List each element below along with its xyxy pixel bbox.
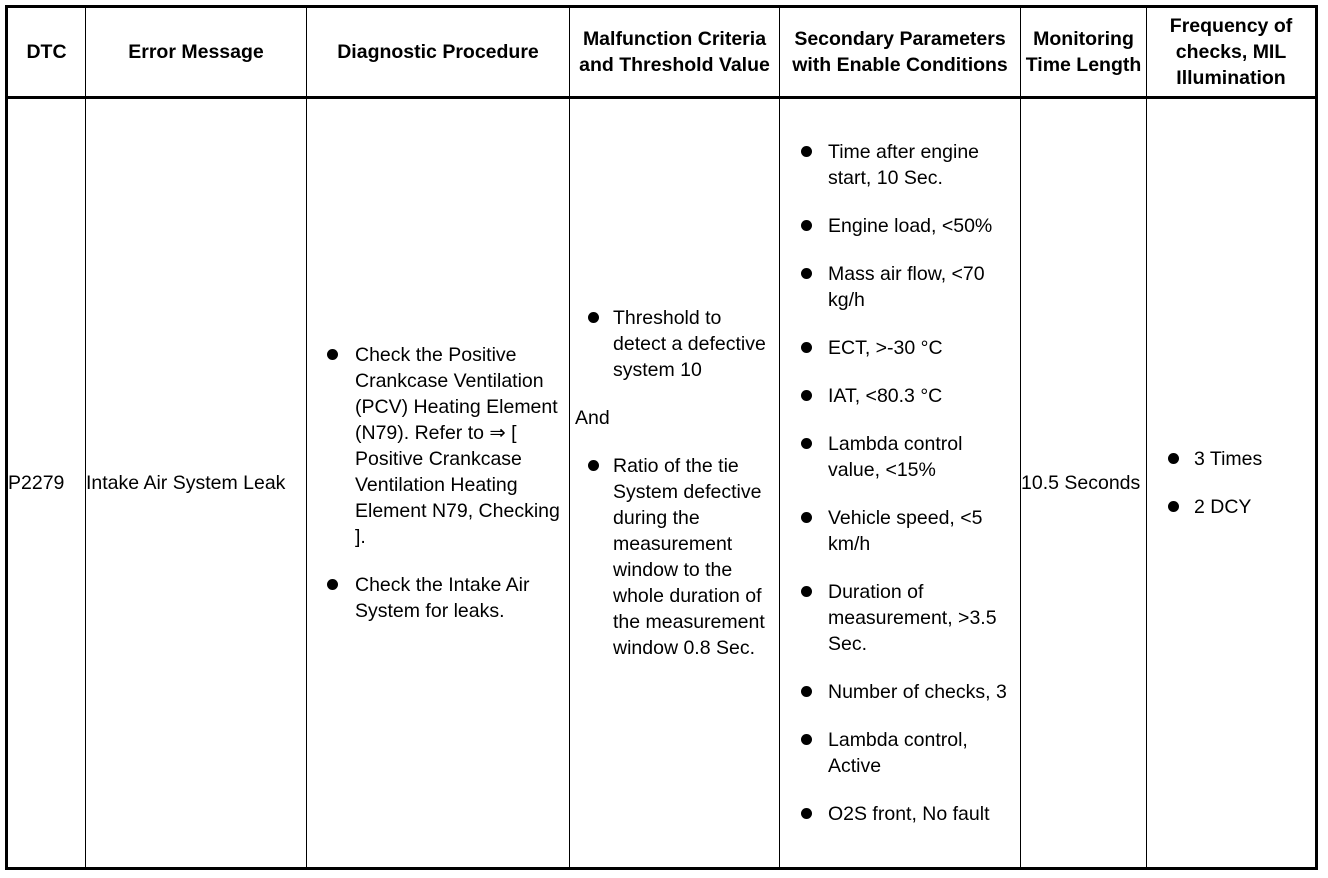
header-secondary-parameters: Secondary Parameters with Enable Conditions (780, 7, 1021, 98)
secondary-list (780, 139, 1020, 827)
table-row (7, 98, 1317, 869)
header-row (7, 7, 1317, 98)
secondary-item: Engine load, <50% (780, 213, 1020, 239)
cell-diagnostic-procedure (307, 98, 570, 869)
procedure-list (307, 342, 569, 624)
malfunction-item: Threshold to detect a defective system 10 (570, 305, 779, 383)
malfunction-item: Ratio of the tie System defective during the measurement window to the whole duration of the measurement window 0.8 Sec. (570, 453, 779, 661)
malfunction-connector: And (575, 407, 610, 429)
secondary-item: Lambda control value, <15% (780, 431, 1020, 483)
procedure-item: Check the Intake Air System for leaks. (307, 572, 569, 624)
header-frequency: Frequency of checks, MIL Illumination (1147, 7, 1317, 98)
secondary-item: Number of checks, 3 (780, 679, 1020, 705)
frequency-item: 3 Times (1147, 446, 1315, 472)
malfunction-list-second (570, 453, 779, 661)
frequency-item: 2 DCY (1147, 494, 1315, 520)
header-monitoring-time: Monitoring Time Length (1021, 7, 1147, 98)
header-malfunction-criteria: Malfunction Criteria and Threshold Value (570, 7, 780, 98)
dtc-table (5, 5, 1318, 870)
secondary-item: Time after engine start, 10 Sec. (780, 139, 1020, 191)
secondary-item: Mass air flow, <70 kg/h (780, 261, 1020, 313)
secondary-item: IAT, <80.3 °C (780, 383, 1020, 409)
cell-error-message: Intake Air System Leak (86, 98, 307, 869)
secondary-item: O2S front, No fault (780, 801, 1020, 827)
cell-malfunction-criteria (570, 98, 780, 869)
header-dtc: DTC (7, 7, 86, 98)
procedure-item: Check the Positive Crankcase Ventilation (PCV) Heating Element (N79). Refer to ⇒ [ Positive Crankcase Ventilation Heating Element N79, Checking ]. (307, 342, 569, 550)
secondary-item: Lambda control, Active (780, 727, 1020, 779)
cell-frequency (1147, 98, 1317, 869)
malfunction-list-first (570, 305, 779, 383)
header-error-message: Error Message (86, 7, 307, 98)
cell-monitoring-time: 10.5 Seconds (1021, 98, 1147, 869)
frequency-list (1147, 446, 1315, 520)
cell-dtc-code: P2279 (7, 98, 86, 869)
secondary-item: Duration of measurement, >3.5 Sec. (780, 579, 1020, 657)
header-diagnostic-procedure: Diagnostic Procedure (307, 7, 570, 98)
secondary-item: ECT, >-30 °C (780, 335, 1020, 361)
cell-secondary-parameters (780, 98, 1021, 869)
secondary-item: Vehicle speed, <5 km/h (780, 505, 1020, 557)
